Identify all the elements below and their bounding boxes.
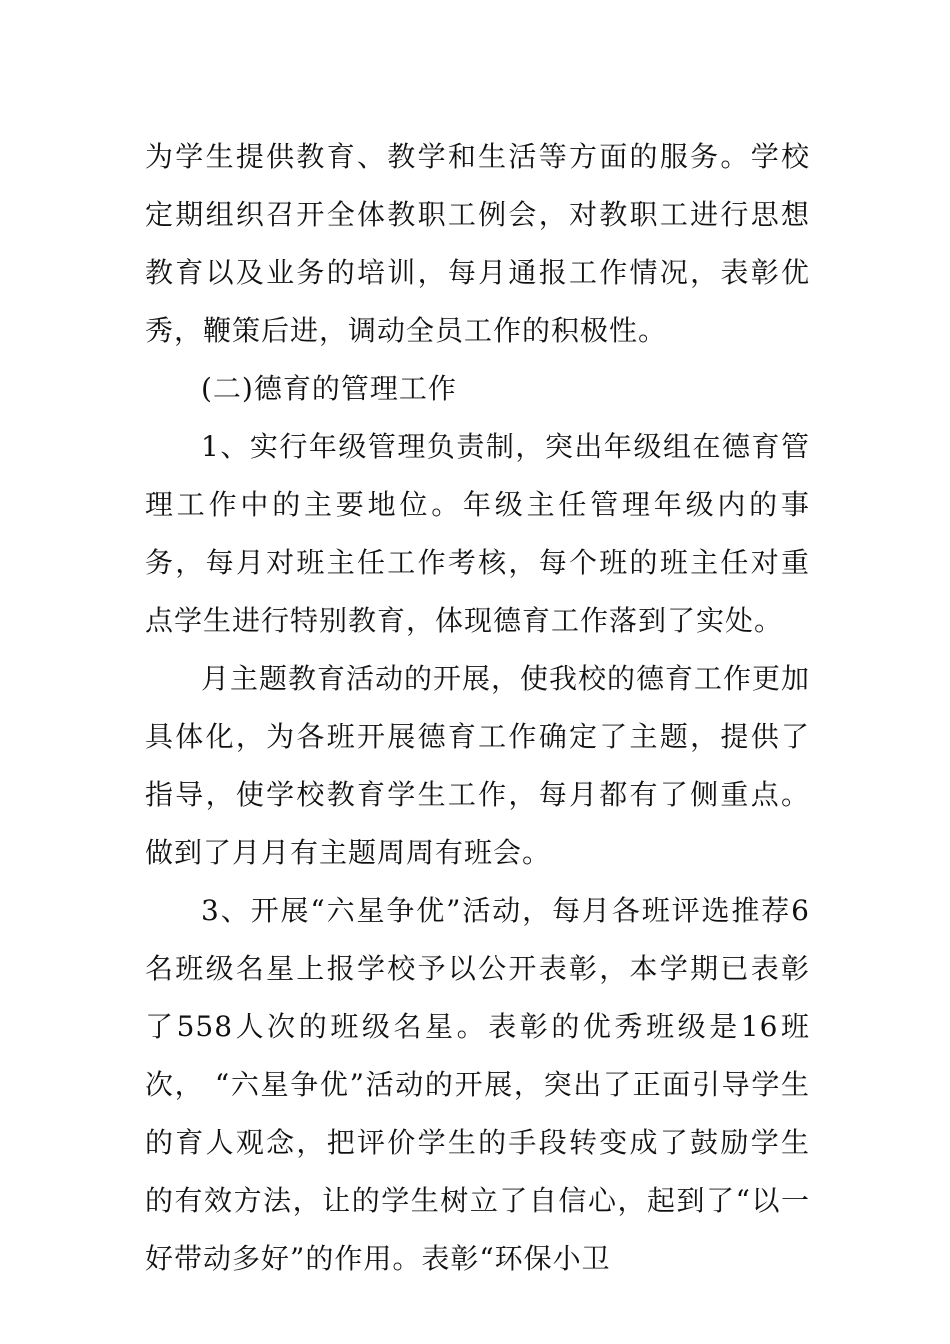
paragraph-grade-management: 1、实行年级管理负责制，突出年级组在德育管理工作中的主要地位。年级主任管理年级内的事务，每月对班主任工作考核，每个班的班主任对重点学生进行特别教育，体现德育工作落到了实处。: [145, 430, 810, 637]
paragraph-school-management: 为学生提供教育、教学和生活等方面的服务。学校定期组织召开全体教职工例会，对教职工进行思想教育以及业务的培训，每月通报工作情况，表彰优秀，鞭策后进，调动全员工作的积极性。: [145, 140, 810, 347]
paragraph-monthly-theme: 月主题教育活动的开展，使我校的德育工作更加具体化，为各班开展德育工作确定了主题，提供了指导，使学校教育学生工作，每月都有了侧重点。做到了月月有主题周周有班会。: [145, 662, 811, 869]
document-body: [145, 128, 810, 1288]
section-heading-moral-education: (二)德育的管理工作: [201, 372, 457, 405]
paragraph-six-stars: 3、开展“六星争优”活动，每月各班评选推荐6名班级名星上报学校予以公开表彰，本学期已表彰了558人次的班级名星。表彰的优秀班级是16班次， “六星争优”活动的开展，突出了正面引导学生的育人观念，把评价学生的手段转变成了鼓励学生的有效方法，让的学生树立了自信心，起到了“以一好带动多好”的作用。表彰“环保小卫: [145, 894, 810, 1275]
